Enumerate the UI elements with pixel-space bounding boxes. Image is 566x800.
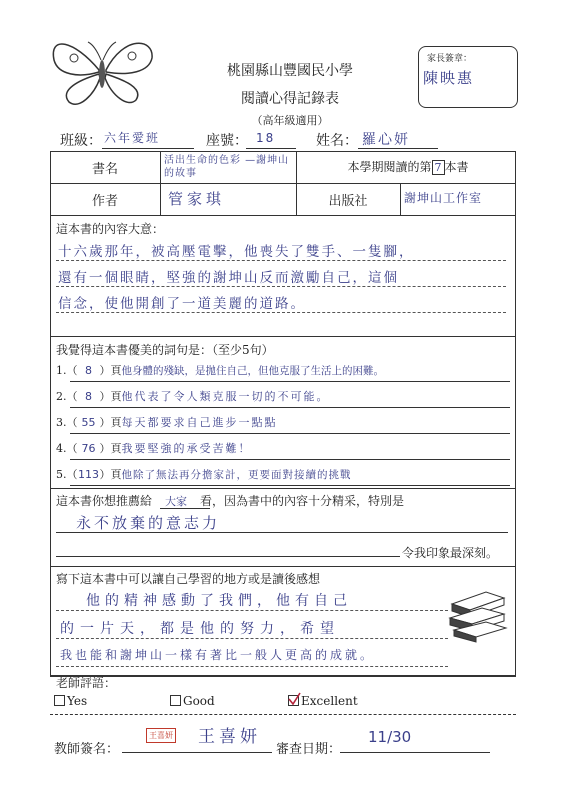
teacher-comment-label: 老師評語： — [56, 676, 117, 690]
quote-text: 他身體的殘缺，是拋住自己，但他克服了生活上的困難。 — [121, 365, 384, 377]
summary-label: 這本書的內容大意： — [56, 222, 165, 236]
teacher-signature: 王喜妍 — [198, 727, 261, 747]
quote-item: 1.（ 8 ）頁他身體的殘缺，是拋住自己，但他克服了生活上的困難。 — [56, 364, 384, 377]
quote-text: 他除了無法再分擔家計，更要面對接續的挑戰 — [121, 469, 352, 481]
quote-page: 113 — [78, 468, 99, 481]
class-value: 六年愛班 — [104, 131, 161, 145]
butterfly-logo — [44, 30, 164, 110]
publisher-value: 謝坤山工作室 — [404, 191, 483, 205]
quote-page: 8 — [85, 364, 92, 377]
author-value: 管家琪 — [168, 190, 226, 208]
option-excellent[interactable]: Excellent — [288, 694, 358, 708]
publisher-label: 出版社 — [328, 194, 368, 209]
quote-item: 3.（ 55 ）頁每天都要求自己進步一點點 — [56, 416, 278, 429]
summary-line-3: 信念，使他開創了一道美麗的道路。 — [58, 296, 306, 312]
summary-line-1: 十六歲那年，被高壓電擊，他喪失了雙手、一隻腳， — [58, 244, 415, 260]
teacher-stamp: 王喜妍 — [146, 728, 176, 743]
book-count-prefix: 本學期閱讀的第 — [347, 160, 432, 174]
book-count-value: 7 — [432, 160, 445, 175]
book-count — [300, 158, 516, 175]
grade-note: （高年級適用） — [251, 114, 329, 127]
form-title: 閱讀心得記錄表 — [241, 91, 339, 107]
quote-text: 我要堅強的承受苦難！ — [121, 442, 252, 455]
quote-page: 76 — [81, 442, 96, 455]
name-value: 羅心妍 — [362, 132, 410, 148]
quote-item: 2.（ 8 ）頁他代表了令人類克服一切的不可能。 — [56, 390, 330, 403]
class-label: 班級： — [60, 133, 102, 149]
parent-stamp-label: 家長簽章： — [427, 54, 473, 64]
checkbox-excellent[interactable] — [288, 695, 299, 706]
reflection-label: 寫下這本書中可以讓自己學習的地方或是讀後感想 — [56, 572, 321, 586]
name-label: 姓名： — [316, 133, 358, 149]
quote-item: 4.（ 76 ）頁我要堅強的承受苦難！ — [56, 442, 252, 455]
summary-line-2: 還有一個眼睛，堅強的謝坤山反而激勵自己，這個 — [58, 270, 399, 286]
recommend-answer: 永不放棄的意志力 — [76, 514, 221, 532]
quote-item: 5.（113）頁他除了無法再分擔家計，更要面對接續的挑戰 — [56, 468, 352, 481]
seat-label: 座號： — [206, 133, 248, 149]
quotes-label: 我覺得這本書優美的詞句是：（至少5句） — [56, 343, 274, 357]
quote-text: 每天都要求自己進步一點點 — [121, 416, 278, 429]
quote-page: 8 — [85, 390, 92, 403]
review-date-label: 審查日期： — [276, 742, 342, 757]
reflection-line-2: 的一片天，都是他的努力，希望 — [60, 621, 340, 637]
author-label: 作者 — [91, 194, 118, 209]
book-title-value: 活出生命的色彩 —謝坤山的故事 — [164, 155, 290, 179]
recommend-audience: 大家 — [165, 495, 188, 508]
quote-text: 他代表了令人類克服一切的不可能。 — [121, 390, 330, 403]
reflection-line-1: 他的精神感動了我們，他有自己 — [86, 593, 352, 609]
book-title-label: 書名 — [91, 162, 118, 177]
seat-value: 18 — [256, 131, 276, 145]
reflection-line-3: 我也能和謝坤山一樣有著比一般人更高的成就。 — [60, 648, 376, 662]
recommend-suffix: 令我印象最深刻。 — [402, 546, 499, 560]
option-yes[interactable]: Yes — [54, 694, 87, 708]
option-good[interactable]: Good — [170, 694, 215, 708]
checkbox-yes[interactable] — [54, 695, 65, 706]
book-count-suffix: 本書 — [444, 160, 469, 174]
checkbox-good[interactable] — [170, 695, 181, 706]
quote-page: 55 — [81, 416, 96, 429]
review-date-value: 11/30 — [368, 728, 412, 746]
parent-stamp-box — [418, 46, 518, 108]
school-name: 桃園縣山豐國民小學 — [227, 63, 353, 79]
teacher-signature-label: 教師簽名： — [54, 742, 120, 757]
check-mark-icon — [287, 692, 301, 706]
parent-signature: 陳映惠 — [423, 69, 475, 87]
recommend-sentence: 這本書你想推薦給 大家 看，因為書中的內容十分精采，特別是 — [56, 494, 405, 508]
book-stack-illustration — [446, 584, 510, 644]
